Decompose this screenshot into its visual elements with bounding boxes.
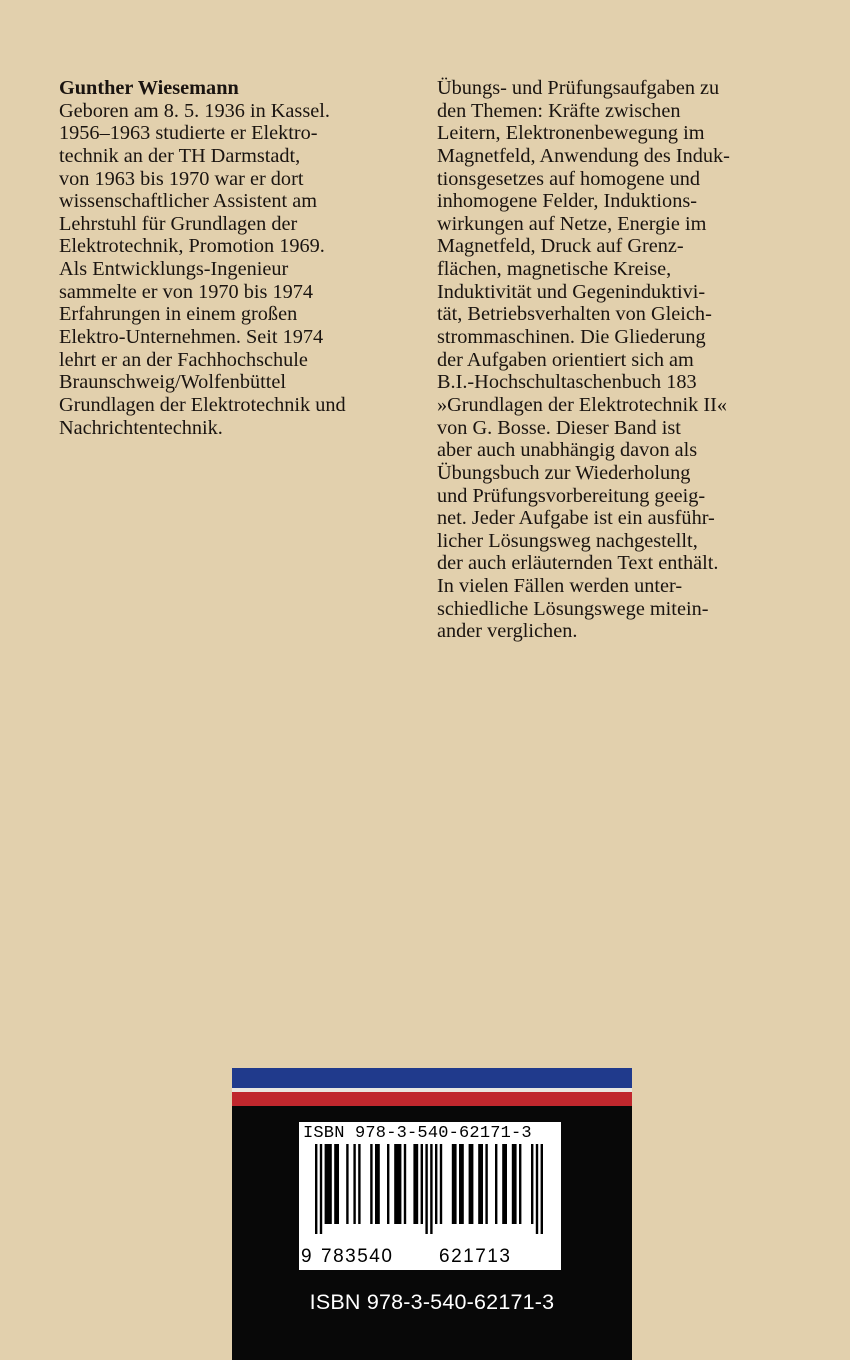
author-name: Gunther Wiesemann xyxy=(59,77,239,99)
description-line: aber auch unabhängig davon als xyxy=(437,439,698,462)
barcode-bar xyxy=(375,1144,380,1224)
description-line: Leitern, Elektronenbewegung im xyxy=(437,122,705,145)
barcode-digits-right: 621713 xyxy=(439,1246,512,1267)
description-line: licher Lösungsweg nachgestellt, xyxy=(437,529,698,552)
barcode-bar xyxy=(502,1144,507,1224)
barcode-bar xyxy=(387,1144,389,1224)
barcode-guard-bar xyxy=(315,1144,317,1234)
barcode-guard-bar xyxy=(536,1144,538,1234)
blue-stripe xyxy=(232,1068,632,1088)
bio-line: wissenschaftlicher Assistent am xyxy=(59,190,317,213)
bio-line: Als Entwicklungs-Ingenieur xyxy=(59,258,289,281)
description-line: der auch erläuternden Text enthält. xyxy=(437,552,719,575)
barcode-bar xyxy=(413,1144,418,1224)
barcode-bar xyxy=(478,1144,483,1224)
red-stripe xyxy=(232,1092,632,1106)
description-line: den Themen: Kräfte zwischen xyxy=(437,99,681,122)
barcode-guard-bar xyxy=(425,1144,427,1234)
description-line: von G. Bosse. Dieser Band ist xyxy=(437,416,681,439)
bio-line: Grundlagen der Elektrotechnik und xyxy=(59,393,346,416)
barcode-bar xyxy=(370,1144,372,1224)
barcode-bar xyxy=(531,1144,533,1224)
bio-line: Lehrstuhl für Grundlagen der xyxy=(59,212,298,235)
barcode-bar xyxy=(325,1144,332,1224)
bio-line: Geboren am 8. 5. 1936 in Kassel. xyxy=(59,99,330,122)
barcode-bar xyxy=(435,1144,437,1224)
bio-line: Elektrotechnik, Promotion 1969. xyxy=(59,235,325,258)
barcode-bar xyxy=(353,1144,355,1224)
barcode-bar xyxy=(421,1144,423,1224)
bio-line: Braunschweig/Wolfenbüttel xyxy=(59,371,287,394)
isbn-text: ISBN 978-3-540-62171-3 xyxy=(309,1290,555,1314)
description-line: In vielen Fällen werden unter- xyxy=(437,575,683,598)
description-line: der Aufgaben orientiert sich am xyxy=(437,348,694,371)
barcode-digits-left: 783540 xyxy=(321,1246,394,1267)
barcode-bar xyxy=(334,1144,339,1224)
description-line: Magnetfeld, Druck auf Grenz- xyxy=(437,235,684,258)
description-line: schiedliche Lösungswege mitein- xyxy=(437,597,709,620)
barcode-guard-bar xyxy=(320,1144,322,1234)
barcode-bar xyxy=(459,1144,464,1224)
book-description xyxy=(437,77,807,643)
description-line: Magnetfeld, Anwendung des Induk- xyxy=(437,144,730,167)
barcode-bar xyxy=(404,1144,406,1224)
barcode-guard-bar xyxy=(430,1144,432,1234)
barcode-isbn-label: ISBN 978-3-540-62171-3 xyxy=(303,1124,532,1143)
description-line: tät, Betriebsverhalten von Gleich- xyxy=(437,303,712,326)
bio-line: Nachrichtentechnik. xyxy=(59,416,223,439)
description-line: strommaschinen. Die Gliederung xyxy=(437,326,706,349)
barcode-bar xyxy=(346,1144,348,1224)
description-line: Übungs- und Prüfungsaufgaben zu xyxy=(437,77,720,99)
description-line: Übungsbuch zur Wiederholung xyxy=(437,461,691,484)
barcode xyxy=(299,1122,561,1270)
description-line: ander verglichen. xyxy=(437,620,578,643)
description-line: flächen, magnetische Kreise, xyxy=(437,258,672,281)
bio-line: Erfahrungen in einem großen xyxy=(59,303,298,326)
barcode-guard-bar xyxy=(541,1144,543,1234)
barcode-bar xyxy=(469,1144,474,1224)
bio-line: technik an der TH Darmstadt, xyxy=(59,144,301,167)
barcode-bar xyxy=(394,1144,401,1224)
bio-line: lehrt er an der Fachhochschule xyxy=(59,348,308,371)
barcode-bar xyxy=(358,1144,360,1224)
barcode-bar xyxy=(512,1144,517,1224)
barcode-bar xyxy=(452,1144,457,1224)
barcode-bar xyxy=(495,1144,497,1224)
description-line: und Prüfungsvorbereitung geeig- xyxy=(437,484,706,507)
description-line: tionsgesetzes auf homogene und xyxy=(437,167,701,190)
barcode-bar xyxy=(440,1144,442,1224)
description-line: wirkungen auf Netze, Energie im xyxy=(437,212,707,235)
bio-line: 1956–1963 studierte er Elektro- xyxy=(59,122,318,145)
description-line: B.I.-Hochschultaschenbuch 183 xyxy=(437,371,697,394)
description-line: »Grundlagen der Elektrotechnik II« xyxy=(437,393,728,416)
barcode-panel xyxy=(232,1068,632,1360)
barcode-digit-lead: 9 xyxy=(301,1246,312,1267)
bio-line: von 1963 bis 1970 war er dort xyxy=(59,167,304,190)
bio-line: Elektro-Unternehmen. Seit 1974 xyxy=(59,326,324,349)
barcode-bar xyxy=(485,1144,487,1224)
barcode-bar xyxy=(519,1144,521,1224)
description-line: inhomogene Felder, Induktions- xyxy=(437,190,697,213)
bio-line: sammelte er von 1970 bis 1974 xyxy=(59,280,314,303)
author-biography xyxy=(59,77,419,439)
description-line: net. Jeder Aufgabe ist ein ausführ- xyxy=(437,507,715,530)
description-line: Induktivität und Gegeninduktivi- xyxy=(437,280,706,303)
